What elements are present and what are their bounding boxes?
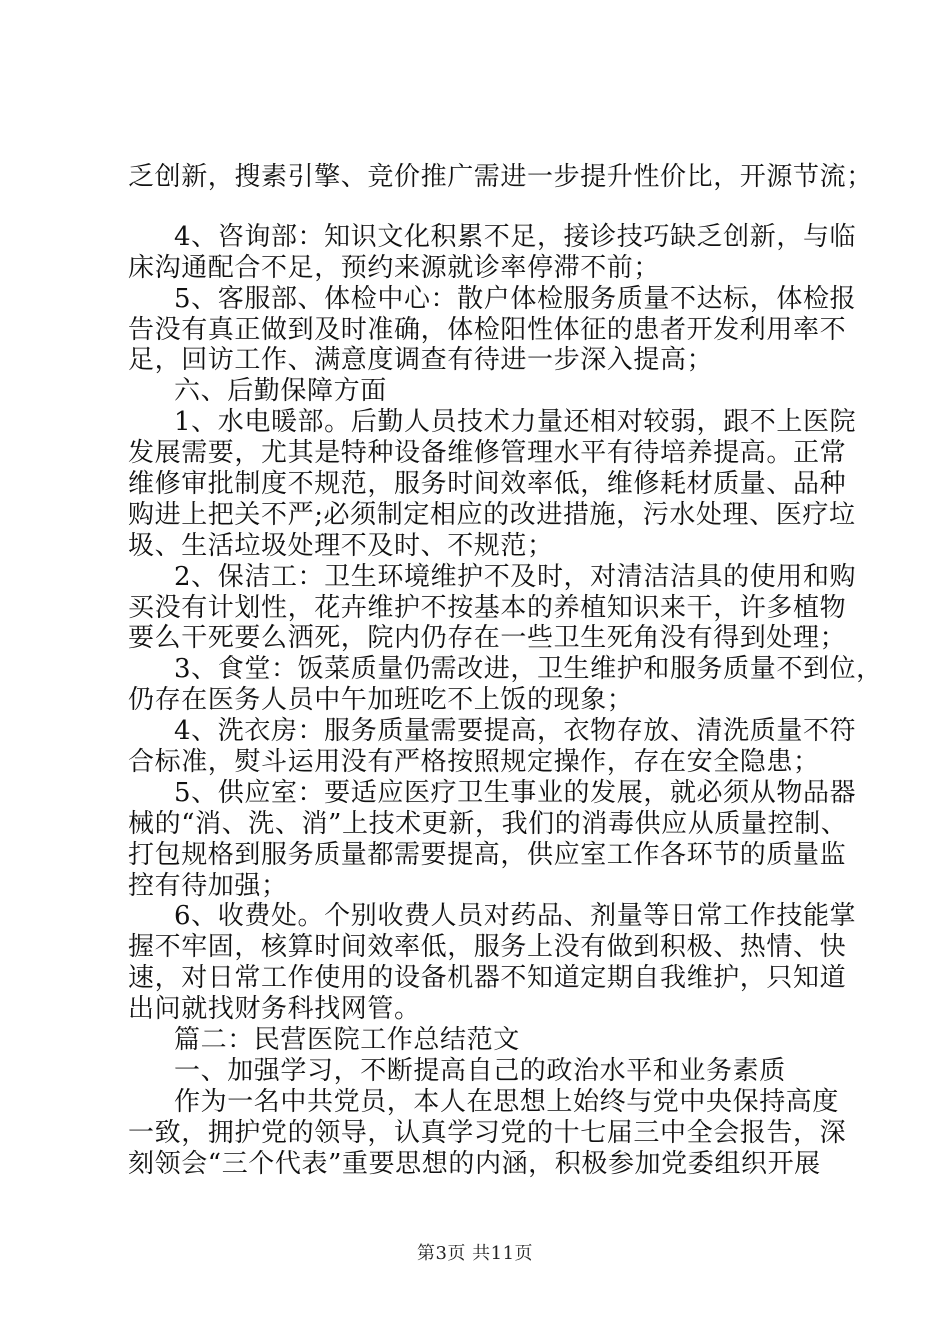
- text-line: 足，回访工作、满意度调查有待进一步深入提高；: [128, 345, 714, 376]
- text-line: 刻领会“三个代表”重要思想的内涵，积极参加党委组织开展: [128, 1148, 821, 1179]
- text-line: 出问就找财务科找网管。: [128, 994, 421, 1025]
- text-line: 握不牢固，核算时间效率低，服务上没有做到积极、热情、快: [128, 932, 847, 963]
- text-line: 打包规格到服务质量都需要提高，供应室工作各环节的质量监: [128, 839, 847, 870]
- article-heading: 篇二：民营医院工作总结范文: [174, 1025, 520, 1056]
- text-line: 速，对日常工作使用的设备机器不知道定期自我维护，只知道: [128, 963, 847, 994]
- text-line: 1、水电暖部。后勤人员技术力量还相对较弱，跟不上医院: [174, 407, 857, 438]
- text-line: 合标准，熨斗运用没有严格按照规定操作，存在安全隐患；: [128, 747, 820, 778]
- section-heading: 六、后勤保障方面: [174, 376, 387, 407]
- section-heading: 一、加强学习，不断提高自己的政治水平和业务素质: [174, 1055, 786, 1086]
- text-line: 4、洗衣房：服务质量需要提高，衣物存放、清洗质量不符: [174, 716, 857, 747]
- text-line: 5、供应室：要适应医疗卫生事业的发展，就必须从物品器: [174, 777, 857, 808]
- text-line: 6、收费处。个别收费人员对药品、剂量等日常工作技能掌: [174, 901, 857, 932]
- text-line: 购进上把关不严;必须制定相应的改进措施，污水处理、医疗垃: [128, 499, 856, 530]
- text-line: 械的“消、洗、消”上技术更新，我们的消毒供应从质量控制、: [128, 808, 848, 839]
- text-line: 维修审批制度不规范，服务时间效率低，维修耗材质量、品种: [128, 469, 847, 500]
- text-line: 买没有计划性，花卉维护不按基本的养植知识来干，许多植物: [128, 592, 847, 623]
- text-line: 2、保洁工：卫生环境维护不及时，对清洁洁具的使用和购: [174, 561, 857, 592]
- text-line: 作为一名中共党员，本人在思想上始终与党中央保持高度: [174, 1086, 840, 1117]
- paragraph-gap: [128, 193, 838, 222]
- text-line: 乏创新，搜素引擎、竞价推广需进一步提升性价比，开源节流；: [128, 162, 873, 192]
- text-line: 圾、生活垃圾处理不及时、不规范；: [128, 530, 554, 561]
- text-line: 发展需要，尤其是特种设备维修管理水平有待培养提高。正常: [128, 438, 847, 469]
- text-line: 床沟通配合不足，预约来源就诊率停滞不前；: [128, 252, 661, 283]
- text-line: 控有待加强；: [128, 870, 288, 901]
- text-line: 告没有真正做到及时准确，体检阳性体征的患者开发利用率不: [128, 314, 847, 345]
- page-number: 第3页 共11页: [416, 1243, 534, 1264]
- text-line: 5、客服部、体检中心：散户体检服务质量不达标，体检报: [174, 283, 857, 314]
- text-line: 3、食堂：饭菜质量仍需改进，卫生维护和服务质量不到位，: [174, 654, 883, 685]
- document-body: [128, 162, 883, 1180]
- text-line: 4、咨询部：知识文化积累不足，接诊技巧缺乏创新，与临: [174, 221, 857, 252]
- text-line: 要么干死要么洒死，院内仍存在一些卫生死角没有得到处理；: [128, 623, 847, 654]
- text-line: 仍存在医务人员中午加班吃不上饭的现象；: [128, 685, 634, 716]
- text-line: 一致，拥护党的领导，认真学习党的十七届三中全会报告，深: [128, 1117, 847, 1148]
